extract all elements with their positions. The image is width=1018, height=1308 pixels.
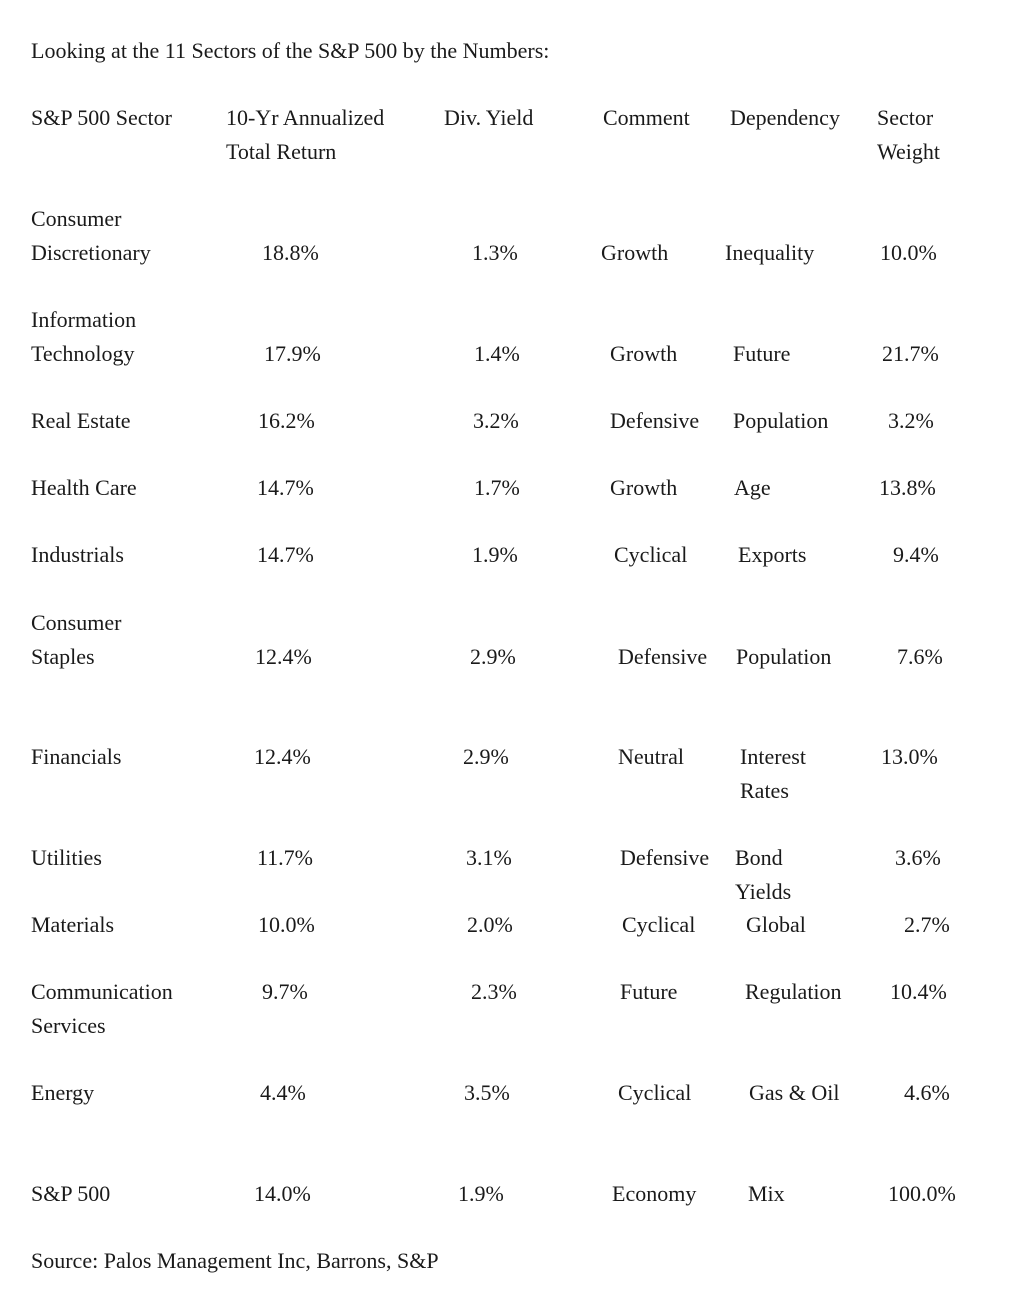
row-sector: Information Technology	[31, 307, 137, 366]
row-weight: 10.4%	[890, 979, 947, 1004]
row-return: 4.4%	[260, 1080, 306, 1105]
row-sector: Consumer Discretionary	[31, 206, 151, 265]
header-sector: S&P 500 Sector	[31, 105, 172, 130]
row-sector: Communication Services	[31, 979, 173, 1038]
row-return: 12.4%	[254, 744, 311, 769]
row-weight: 3.6%	[895, 845, 941, 870]
row-sector: Energy	[31, 1080, 95, 1105]
row-yield: 2.9%	[470, 644, 516, 669]
row-yield: 3.2%	[473, 408, 519, 433]
row-dependency: Future	[733, 341, 791, 366]
row-weight: 2.7%	[904, 912, 950, 937]
header-comment: Comment	[603, 105, 690, 130]
row-return: 10.0%	[258, 912, 315, 937]
header-weight: Sector Weight	[877, 105, 940, 164]
row-return: 12.4%	[255, 644, 312, 669]
total-yield: 1.9%	[458, 1181, 504, 1206]
row-yield: 2.9%	[463, 744, 509, 769]
row-weight: 4.6%	[904, 1080, 950, 1105]
row-dependency: Global	[746, 912, 806, 937]
row-comment: Cyclical	[622, 912, 696, 937]
source-note: Source: Palos Management Inc, Barrons, S&P	[31, 1248, 439, 1273]
row-dependency: Bond Yields	[735, 845, 792, 904]
row-comment: Growth	[601, 240, 669, 265]
row-yield: 2.0%	[467, 912, 513, 937]
row-return: 18.8%	[262, 240, 319, 265]
total-weight: 100.0%	[888, 1181, 956, 1206]
row-comment: Future	[620, 979, 678, 1004]
row-sector: Consumer Staples	[31, 610, 122, 669]
total-sector: S&P 500	[31, 1181, 111, 1206]
row-comment: Defensive	[610, 408, 700, 433]
row-comment: Cyclical	[614, 542, 688, 567]
row-yield: 3.1%	[466, 845, 512, 870]
row-weight: 9.4%	[893, 542, 939, 567]
row-return: 17.9%	[264, 341, 321, 366]
row-sector: Industrials	[31, 542, 124, 567]
row-comment: Growth	[610, 475, 678, 500]
row-weight: 13.0%	[881, 744, 938, 769]
row-sector: Real Estate	[31, 408, 131, 433]
row-weight: 3.2%	[888, 408, 934, 433]
row-weight: 21.7%	[882, 341, 939, 366]
row-yield: 1.3%	[472, 240, 518, 265]
total-comment: Economy	[612, 1181, 697, 1206]
row-weight: 13.8%	[879, 475, 936, 500]
row-yield: 2.3%	[471, 979, 517, 1004]
row-return: 14.7%	[257, 475, 314, 500]
row-comment: Defensive	[620, 845, 710, 870]
row-return: 11.7%	[257, 845, 314, 870]
row-comment: Defensive	[618, 644, 708, 669]
header-yield: Div. Yield	[444, 105, 534, 130]
row-dependency: Exports	[738, 542, 807, 567]
row-dependency: Age	[734, 475, 771, 500]
row-yield: 1.7%	[474, 475, 520, 500]
row-return: 16.2%	[258, 408, 315, 433]
row-comment: Cyclical	[618, 1080, 692, 1105]
row-dependency: Gas & Oil	[749, 1080, 840, 1105]
row-dependency: Inequality	[725, 240, 815, 265]
row-sector: Health Care	[31, 475, 137, 500]
total-dependency: Mix	[748, 1181, 785, 1206]
row-dependency: Population	[733, 408, 829, 433]
total-return: 14.0%	[254, 1181, 311, 1206]
row-yield: 1.4%	[474, 341, 520, 366]
header-dependency: Dependency	[730, 105, 840, 130]
row-dependency: Interest Rates	[740, 744, 806, 803]
row-yield: 1.9%	[472, 542, 518, 567]
row-sector: Utilities	[31, 845, 102, 870]
row-return: 9.7%	[262, 979, 308, 1004]
row-comment: Growth	[610, 341, 678, 366]
row-yield: 3.5%	[464, 1080, 510, 1105]
row-sector: Materials	[31, 912, 115, 937]
row-return: 14.7%	[257, 542, 314, 567]
page-title: Looking at the 11 Sectors of the S&P 500 by the Numbers:	[31, 38, 550, 63]
row-weight: 7.6%	[897, 644, 943, 669]
row-sector: Financials	[31, 744, 122, 769]
row-comment: Neutral	[618, 744, 684, 769]
header-return: 10-Yr Annualized Total Return	[226, 105, 385, 164]
row-dependency: Regulation	[745, 979, 842, 1004]
row-weight: 10.0%	[880, 240, 937, 265]
row-dependency: Population	[736, 644, 832, 669]
